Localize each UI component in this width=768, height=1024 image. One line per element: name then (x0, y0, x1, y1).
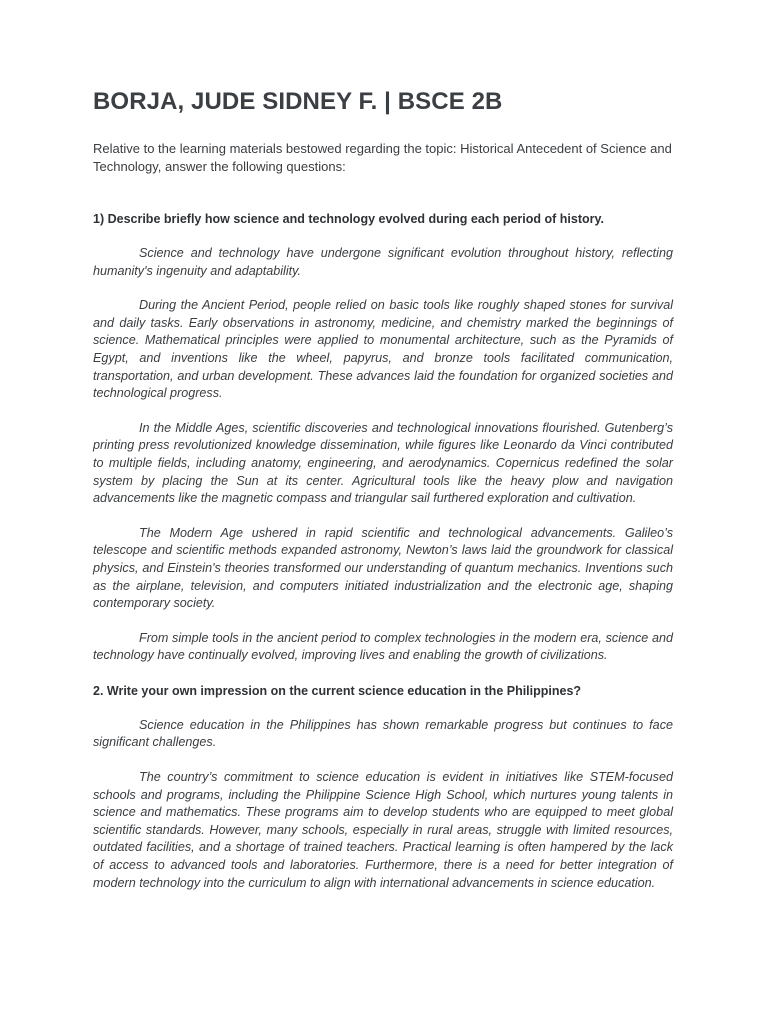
answer-2-paragraph-1: Science education in the Philippines has shown remarkable progress but continues to face significant challenges. (93, 717, 673, 750)
answer-1-paragraph-2: During the Ancient Period, people relied on basic tools like roughly shaped stones for survival and daily tasks. Early observations in astronomy, medicine, and chemistry marked the beginnings of science. Mathematical principles were applied to monumental architecture, such as the Pyramids of Egypt, and inventions like the wheel, papyrus, and bronze tools facilitated communication, transportation, and urban development. These advances laid the foundation for organized societies and technological progress. (93, 298, 673, 401)
answer-1-paragraph-1: Science and technology have undergone significant evolution throughout history, reflecting humanity's ingenuity and adaptability. (93, 246, 673, 278)
answer-1-paragraph-4: The Modern Age ushered in rapid scientific and technological advancements. Galileo’s telescope and scientific methods expanded astronomy, Newton’s laws laid the groundwork for classical physics, and Einstein's theories transformed our understanding of quantum mechanics. Inventions such as the airplane, television, and computers initiated industrialization and the electronic age, shaping contemporary society. (93, 525, 673, 611)
question-1-heading: 1) Describe briefly how science and technology evolved during each period of history. (93, 212, 604, 226)
intro-paragraph: Relative to the learning materials bestowed regarding the topic: Historical Antecedent of Science and Technology, answer the following questions: (93, 141, 672, 174)
page-title: BORJA, JUDE SIDNEY F. | BSCE 2B (93, 88, 503, 115)
question-2-heading: 2. Write your own impression on the current science education in the Philippines? (93, 683, 582, 698)
answer-2-paragraph-2: The country’s commitment to science education is evident in initiatives like STEM-focused schools and programs, including the Philippine Science High School, which nurtures young talents in science and mathematics. These programs aim to develop students who are equipped to meet global scientific standards. However, many schools, especially in rural areas, struggle with limited resources, outdated facilities, and a shortage of trained teachers. Practical learning is often hampered by the lack of access to advanced tools and laboratories. Furthermore, there is a need for better integration of modern technology into the curriculum to align with international advancements in science education. (93, 770, 673, 890)
answer-1-paragraph-3: In the Middle Ages, scientific discoveries and technological innovations flourished. Gutenberg’s printing press revolutionized knowledge dissemination, while figures like Leonardo da Vinci contributed to multiple fields, including anatomy, engineering, and aerodynamics. Copernicus redefined the solar system by placing the Sun at its center. Agricultural tools like the heavy plow and navigation advancements like the magnetic compass and triangular sail furthered exploration and cultivation. (93, 420, 673, 506)
answer-1-paragraph-5: From simple tools in the ancient period to complex technologies in the modern era, science and technology have continually evolved, improving lives and enabling the growth of civilizations. (93, 630, 673, 663)
